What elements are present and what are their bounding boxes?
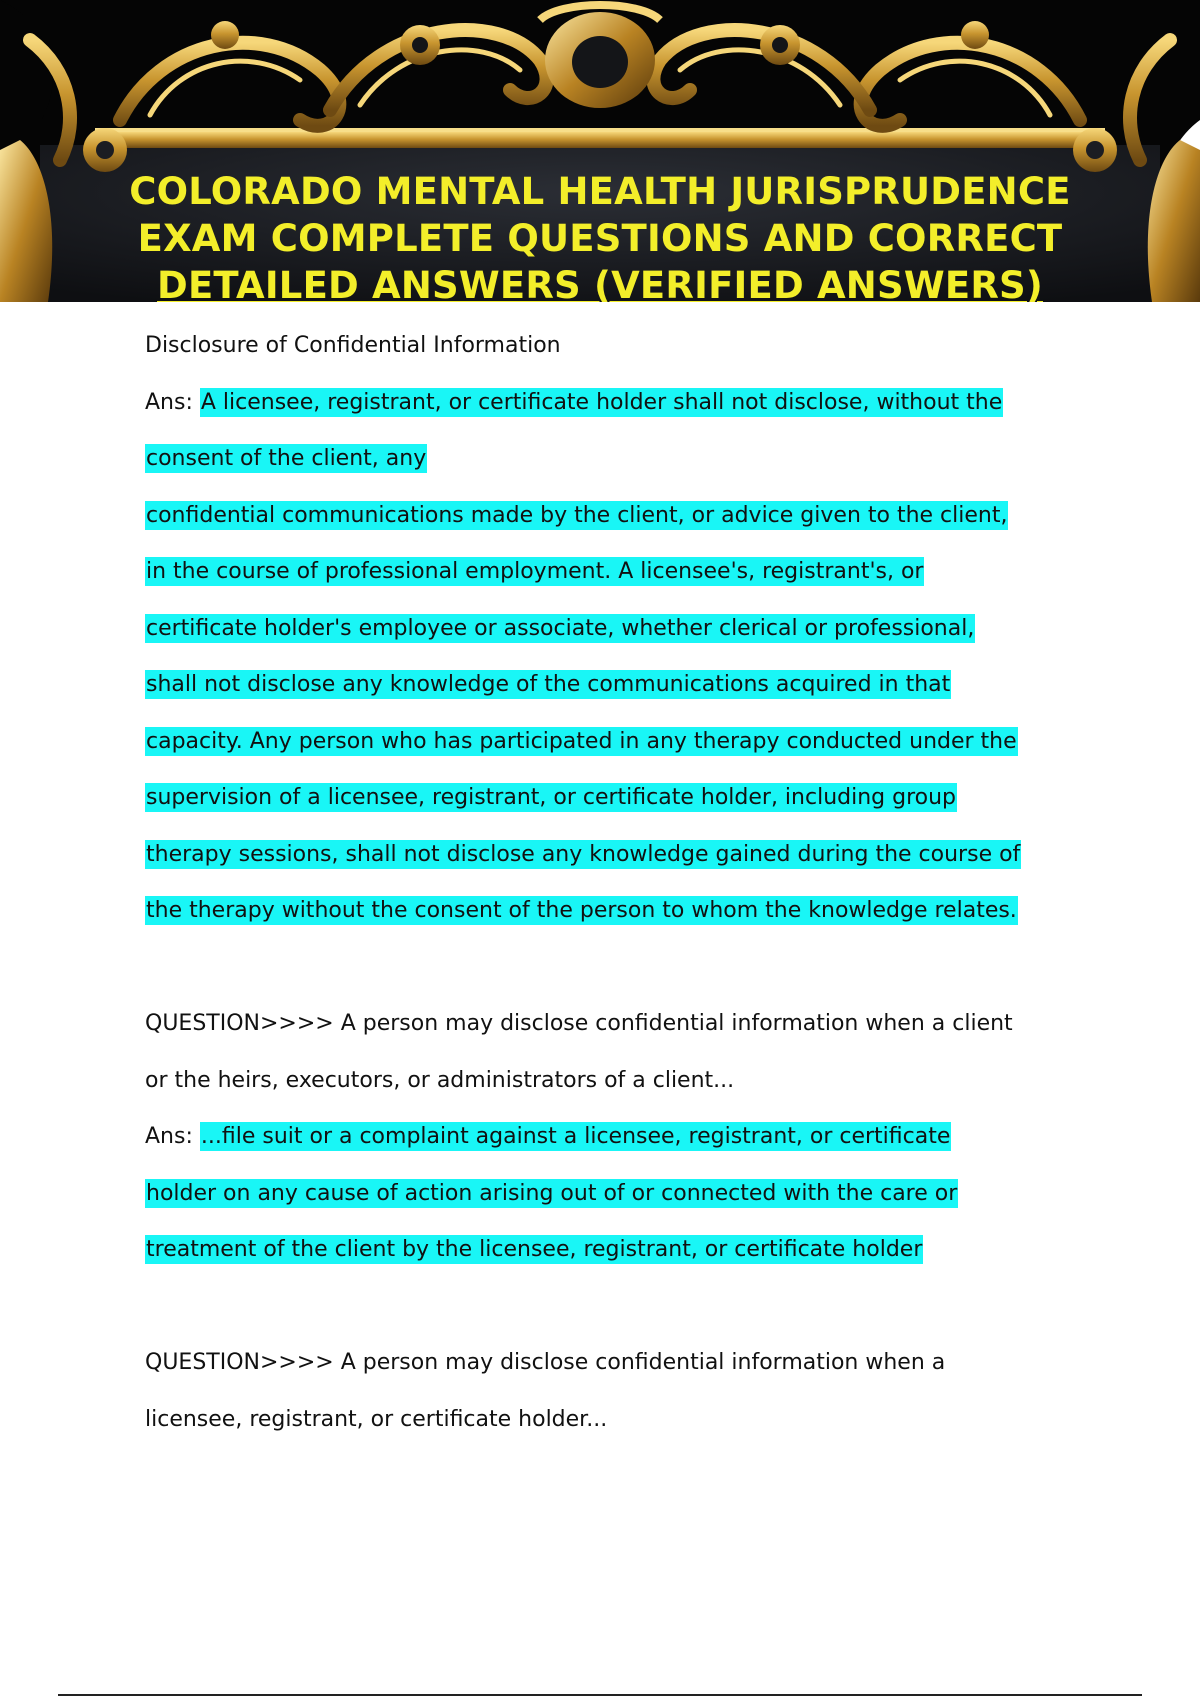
question-line: licensee, registrant, or certificate holder... [145,1406,608,1432]
highlighted-answer-text: A licensee, registrant, or certificate holder shall not disclose, without the [200,389,1003,415]
answer-line [145,1109,1065,1166]
answer-line [145,375,1065,432]
answer-line [145,1166,1065,1223]
title-line: DETAILED ANSWERS (VERIFIED ANSWERS) [157,264,1043,302]
answer-line [145,488,1065,545]
title-line: COLORADO MENTAL HEALTH JURISPRUDENCE [129,170,1071,213]
answer-line [145,714,1065,771]
footer-divider [58,1694,1142,1696]
answer-prefix: Ans: [145,1124,200,1149]
section-heading: Disclosure of Confidential Information [145,333,561,358]
highlighted-answer-text: treatment of the client by the licensee, registrant, or certificate holder [146,1237,923,1262]
answer-line [145,544,1065,601]
answer-line [145,657,1065,714]
highlighted-answer-text: shall not disclose any knowledge of the communications acquired in that [146,672,951,697]
highlighted-answer-text: consent of the client, any [146,446,427,471]
question-line: or the heirs, executors, or administrators of a client... [145,1067,735,1093]
document-body [145,318,1065,1448]
highlighted-answer-text: the therapy without the consent of the person to whom the knowledge relates. [146,898,1017,923]
highlighted-answer-text: holder on any cause of action arising out of or connected with the care or [146,1180,958,1206]
spacer [145,1279,1065,1336]
document-title [120,168,1080,302]
answer-line [145,431,1065,488]
highlighted-answer-text: certificate holder's employee or associate, whether clerical or professional, [146,615,975,641]
answer-line [145,1222,1065,1279]
answer-line [145,601,1065,658]
answer-line [145,883,1065,940]
highlighted-answer-text: ...file suit or a complaint against a licensee, registrant, or certificate [200,1124,951,1149]
highlighted-answer-text: confidential communications made by the client, or advice given to the client, [146,502,1008,528]
answer-prefix: Ans: [145,389,200,415]
highlighted-answer-text: therapy sessions, shall not disclose any knowledge gained during the course of [146,841,1021,867]
answer-line [145,770,1065,827]
spacer [145,940,1065,997]
answer-line [145,827,1065,884]
question-line: QUESTION>>>> A person may disclose confidential information when a [145,1350,946,1375]
highlighted-answer-text: in the course of professional employment. A licensee's, registrant's, or [146,559,924,584]
title-line: EXAM COMPLETE QUESTIONS AND CORRECT [137,217,1063,260]
highlighted-answer-text: supervision of a licensee, registrant, or certificate holder, including group [146,785,957,810]
question-line: QUESTION>>>> A person may disclose confidential information when a client [145,1011,1013,1036]
highlighted-answer-text: capacity. Any person who has participated in any therapy conducted under the [146,728,1017,754]
header-banner [0,0,1200,302]
